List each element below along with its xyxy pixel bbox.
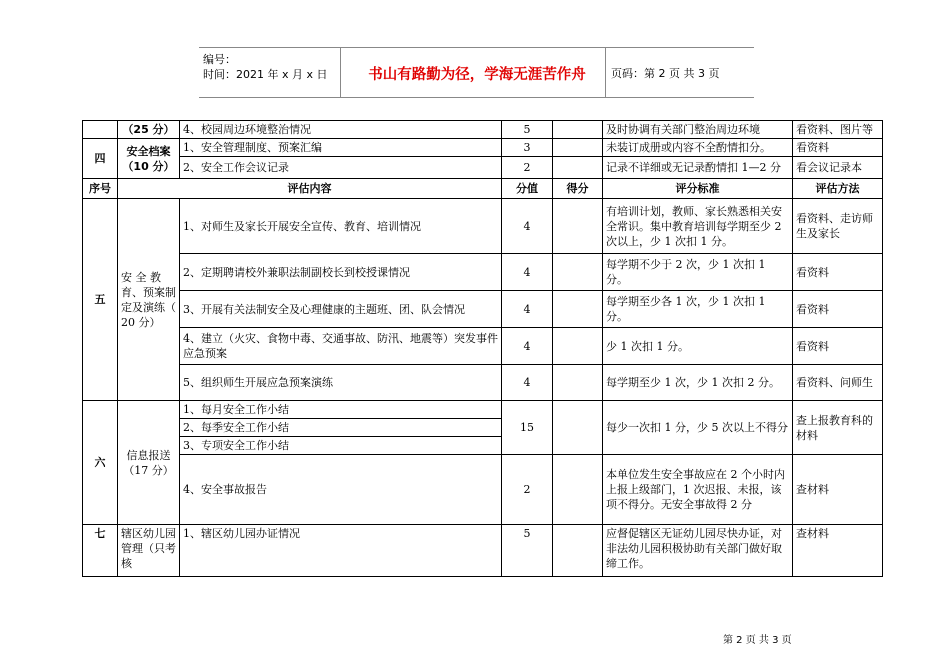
- table-row: [83, 199, 883, 254]
- header-meta: [203, 52, 328, 82]
- eval-standard: 有培训计划，教师、家长熟悉相关安全常识。集中教育培训每学期至少 2 次以上，少 1 次扣 1 分。: [603, 199, 793, 254]
- section-title: 辖区幼儿园管理（只考核: [118, 525, 180, 577]
- section-points: （10 分）: [122, 159, 175, 173]
- table-row: [83, 254, 883, 291]
- doc-number-label: 编号：: [203, 53, 236, 66]
- eval-content: 4、建立（火灾、食物中毒、交通事故、防汛、地震等）突发事件应急预案: [180, 328, 502, 365]
- header-standard: 评分标准: [603, 179, 793, 199]
- table-row: [83, 455, 883, 525]
- eval-content: 2、定期聘请校外兼职法制副校长到校授课情况: [180, 254, 502, 291]
- eval-content: 3、专项安全工作小结: [180, 437, 502, 455]
- eval-method: 看资料、图片等: [793, 121, 883, 139]
- eval-content: 5、组织师生开展应急预案演练: [180, 365, 502, 401]
- eval-method: 看会议记录本: [793, 157, 883, 179]
- table-row: [83, 139, 883, 157]
- eval-got: [553, 401, 603, 455]
- table-row: [83, 401, 883, 419]
- section-number: 五: [83, 199, 118, 401]
- section-number: 四: [83, 139, 118, 179]
- section-number: 七: [83, 525, 118, 577]
- eval-standard: 应督促辖区无证幼儿园尽快办证，对非法幼儿园积极协助有关部门做好取缔工作。: [603, 525, 793, 577]
- eval-standard: 每学期不少于 2 次，少 1 次扣 1 分。: [603, 254, 793, 291]
- eval-got: [553, 525, 603, 577]
- eval-score: 4: [502, 291, 553, 328]
- doc-time-label: 时间：2021 年 x 月 x 日: [203, 68, 328, 81]
- eval-content: 3、开展有关法制安全及心理健康的主题班、团、队会情况: [180, 291, 502, 328]
- table-row: [83, 121, 883, 139]
- eval-content: 4、安全事故报告: [180, 455, 502, 525]
- evaluation-table: [82, 120, 883, 577]
- eval-standard: 本单位发生安全事故应在 2 个小时内上报上级部门，1 次迟报、未报，该项不得分。无安全事故得 2 分: [603, 455, 793, 525]
- eval-method: 看资料: [793, 254, 883, 291]
- eval-got: [553, 121, 603, 139]
- eval-method: 看资料、走访师生及家长: [793, 199, 883, 254]
- table-row: [83, 291, 883, 328]
- eval-score: 2: [502, 455, 553, 525]
- eval-score: 2: [502, 157, 553, 179]
- eval-method: 查上报教育科的材料: [793, 401, 883, 455]
- eval-method: 看资料、问师生: [793, 365, 883, 401]
- header-divider: [340, 48, 341, 97]
- section-title: [118, 139, 180, 179]
- eval-score: 15: [502, 401, 553, 455]
- eval-standard: 少 1 次扣 1 分。: [603, 328, 793, 365]
- table-header-row: [83, 179, 883, 199]
- header-score: 分值: [502, 179, 553, 199]
- eval-got: [553, 139, 603, 157]
- eval-content: 1、辖区幼儿园办证情况: [180, 525, 502, 577]
- eval-content: 1、对师生及家长开展安全宣传、教育、培训情况: [180, 199, 502, 254]
- header-seq: 序号: [83, 179, 118, 199]
- page-header: [199, 47, 754, 98]
- header-got: 得分: [553, 179, 603, 199]
- eval-got: [553, 157, 603, 179]
- header-page-number: 页码：第 2 页 共 3 页: [611, 67, 720, 80]
- eval-score: 3: [502, 139, 553, 157]
- header-motto: 书山有路勤为径，学海无涯苦作舟: [368, 67, 586, 83]
- eval-got: [553, 328, 603, 365]
- eval-score: 4: [502, 254, 553, 291]
- header-divider: [605, 48, 606, 97]
- eval-method: 查材料: [793, 455, 883, 525]
- eval-method: 看资料: [793, 139, 883, 157]
- table-row: [83, 157, 883, 179]
- eval-got: [553, 365, 603, 401]
- eval-got: [553, 291, 603, 328]
- eval-method: 查材料: [793, 525, 883, 577]
- eval-standard: 每学期至少 1 次，少 1 次扣 2 分。: [603, 365, 793, 401]
- eval-content: 1、安全管理制度、预案汇编: [180, 139, 502, 157]
- eval-method: 看资料: [793, 328, 883, 365]
- eval-standard: 及时协调有关部门整治周边环境: [603, 121, 793, 139]
- table-row: [83, 328, 883, 365]
- section-number: 六: [83, 401, 118, 525]
- eval-got: [553, 455, 603, 525]
- eval-content: 4、校园周边环境整治情况: [180, 121, 502, 139]
- header-method: 评估方法: [793, 179, 883, 199]
- eval-content: 2、每季安全工作小结: [180, 419, 502, 437]
- eval-standard: 未装订成册或内容不全酌情扣分。: [603, 139, 793, 157]
- section-points: （25 分）: [118, 121, 180, 139]
- header-content: 评估内容: [118, 179, 502, 199]
- eval-score: 4: [502, 328, 553, 365]
- eval-got: [553, 199, 603, 254]
- eval-score: 4: [502, 199, 553, 254]
- eval-standard: 每学期至少各 1 次，少 1 次扣 1 分。: [603, 291, 793, 328]
- eval-score: 4: [502, 365, 553, 401]
- section-title-text: 安全档案: [126, 144, 171, 158]
- eval-score: 5: [502, 525, 553, 577]
- eval-content: 2、安全工作会议记录: [180, 157, 502, 179]
- eval-score: 5: [502, 121, 553, 139]
- eval-method: 看资料: [793, 291, 883, 328]
- section-title: 安 全 教 育、预案制定及演练（ 20 分）: [118, 199, 180, 401]
- eval-standard: 记录不详细或无记录酌情扣 1—2 分: [603, 157, 793, 179]
- table-row: [83, 525, 883, 577]
- eval-content: 1、每月安全工作小结: [180, 401, 502, 419]
- table-row: [83, 365, 883, 401]
- eval-got: [553, 254, 603, 291]
- page-footer: 第 2 页 共 3 页: [723, 635, 792, 646]
- section-title: 信息报送（17 分）: [118, 401, 180, 525]
- eval-standard: 每少一次扣 1 分，少 5 次以上不得分: [603, 401, 793, 455]
